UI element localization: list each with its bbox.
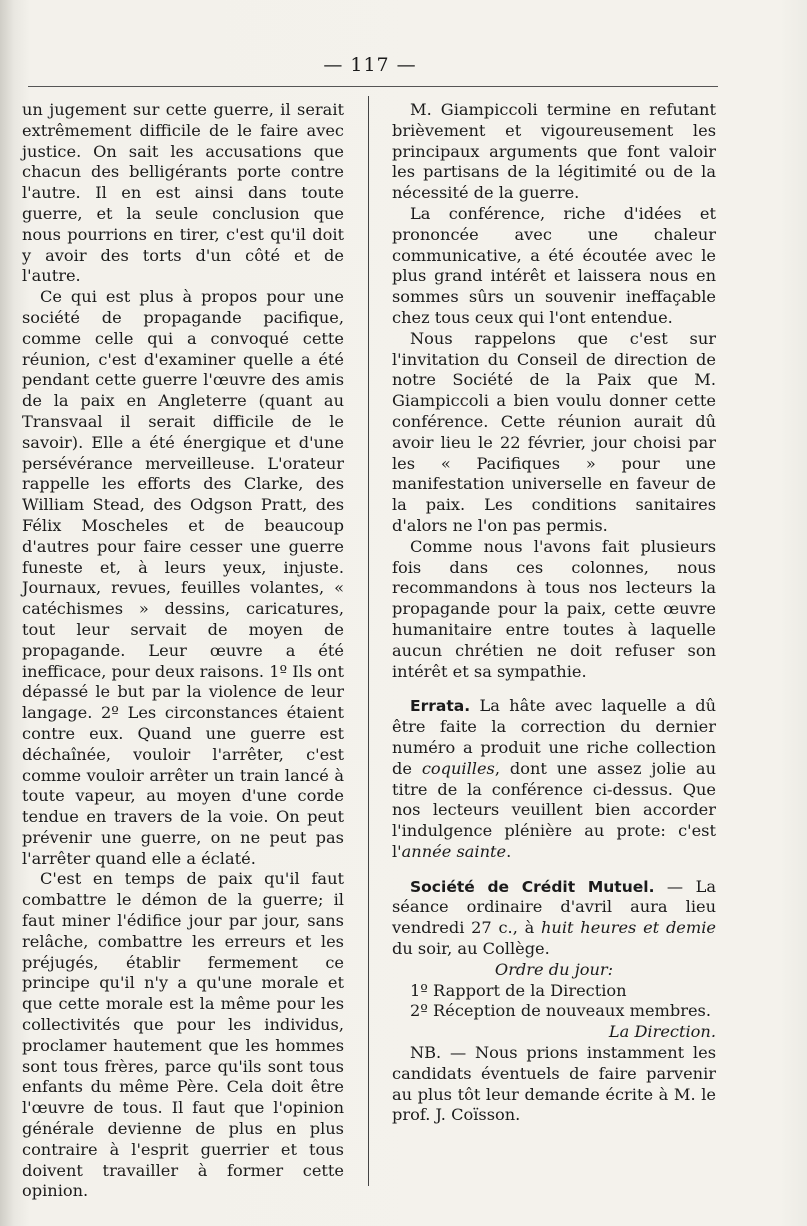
paragraph: La conférence, riche d'idées et prononcée avec une chaleur communicative, a été écoutée avec le plus grand intérêt et laissera nous en sommes sûrs un souvenir ineffaçable chez tous ceux qui l'ont entendue. (392, 203, 716, 327)
nb-paragraph: NB. — Nous prions instamment les candidats éventuels de faire parvenir au plus tôt leur demande écrite à M. le prof. J. Coïsson. (392, 1043, 716, 1125)
header-rule (28, 86, 718, 87)
paragraph: C'est en temps de paix qu'il faut combattre le démon de la guerre; il faut miner l'édifice jour par jour, sans relâche, combattre les erreurs et les préjugés, établir fermement ce principe qu'il n'y a qu'une morale et que cette morale est la même pour les collectivités que pour les individus, proclamer hautement que les hommes sont tous frères, parce qu'ils sont tous enfants du même Père. Cela doit être l'œuvre de tous. Il faut que l'opinion générale devienne de plus en plus contraire à l'esprit guerrier et tous doivent travailler à former cette opinion. (22, 869, 344, 1201)
column-divider (368, 96, 369, 1186)
signature: La Direction. (608, 1022, 716, 1042)
errata-italic: coquilles (421, 758, 495, 778)
order-title: Ordre du jour: (494, 959, 614, 979)
credit-mutuel-heading: Société de Crédit Mutuel. (410, 877, 655, 896)
errata-text: . (506, 841, 512, 861)
spacer (392, 682, 716, 696)
notice-text: — La séance ordinaire d'avril aura lieu vendredi 27 c., à (392, 876, 716, 938)
errata-notice (392, 696, 716, 862)
notice-italic: huit heures et demie (541, 918, 716, 938)
errata-italic: année sainte (401, 841, 507, 861)
paragraph: un jugement sur cette guerre, il serait extrêmement difficile de le faire avec justice. On sait les accusations que chacun des belligérants porte contre l'autre. Il en est ainsi dans toute guerre, et la seule conclusion que nous pourrions en tirer, c'est qu'il doit y avoir des torts d'un côté et de l'autre. (22, 100, 344, 286)
errata-text: , dont une assez jolie au titre de la conférence ci-dessus. Que nos lecteurs veuillent bien accorder l'indulgence plénière au prote: c'est l' (392, 758, 716, 861)
notice-text: du soir, au Collège. (392, 939, 550, 959)
right-column (392, 100, 716, 1126)
paragraph: Nous rappelons que c'est sur l'invitation du Conseil de direction de notre Société de la Paix que M. Giampiccoli a bien voulu donner cette conférence. Cette réunion aurait dû avoir lieu le 22 février, jour choisi par les « Pacifiques » pour une manifestation universelle en faveur de la paix. Les conditions sanitaires d'alors ne l'on pas permis. (392, 328, 716, 535)
paragraph: Comme nous l'avons fait plusieurs fois dans ces colonnes, nous recommandons à tous nos lecteurs la propagande pour la paix, cette œuvre humanitaire entre toutes à laquelle aucun chrétien ne doit refuser son intérêt et sa sympathie. (392, 536, 716, 681)
paragraph: Ce qui est plus à propos pour une société de propagande pacifique, comme celle qui a convoqué cette réunion, c'est d'examiner quelle a été pendant cette guerre l'œuvre des amis de la paix en Angleterre (quant au Transvaal il serait difficile de le savoir). Elle a été énergique et d'une persévérance merveilleuse. L'orateur rappelle les efforts des Clarke, des William Stead, des Odgson Pratt, des Félix Moscheles et de beaucoup d'autres pour faire cesser une guerre funeste et, à leurs yeux, injuste. Journaux, revues, feuilles volantes, « catéchismes » dessins, caricatures, tout leur servait de moyen de propagande. Leur œuvre a été inefficace, pour deux raisons. 1º Ils ont dépassé le but par la violence de leur langage. 2º Les circonstances étaient contre eux. Quand une guerre est déchaînée, vouloir l'arrêter, c'est comme vouloir arrêter un train lancé à toute vapeur, au moyen d'une corde tendue en travers de la voie. On peut prévenir une guerre, on ne peut pas l'arrêter quand elle a éclaté. (22, 287, 344, 868)
paragraph: M. Giampiccoli termine en refutant brièvement et vigoureusement les principaux arguments que font valoir les partisans de la légitimité ou de la nécessité de la guerre. (392, 100, 716, 203)
order-item: 2º Réception de nouveaux membres. (410, 1001, 712, 1021)
page-number: — 117 — (323, 54, 417, 76)
credit-mutuel-notice (392, 877, 716, 960)
order-item: 1º Rapport de la Direction (410, 980, 627, 1000)
errata-text: La hâte avec laquelle a dû être faite la correction du dernier numéro a produit une riche collection de (392, 696, 716, 778)
left-column (22, 100, 344, 1202)
errata-heading: Errata. (410, 697, 471, 716)
spacer (392, 863, 716, 877)
